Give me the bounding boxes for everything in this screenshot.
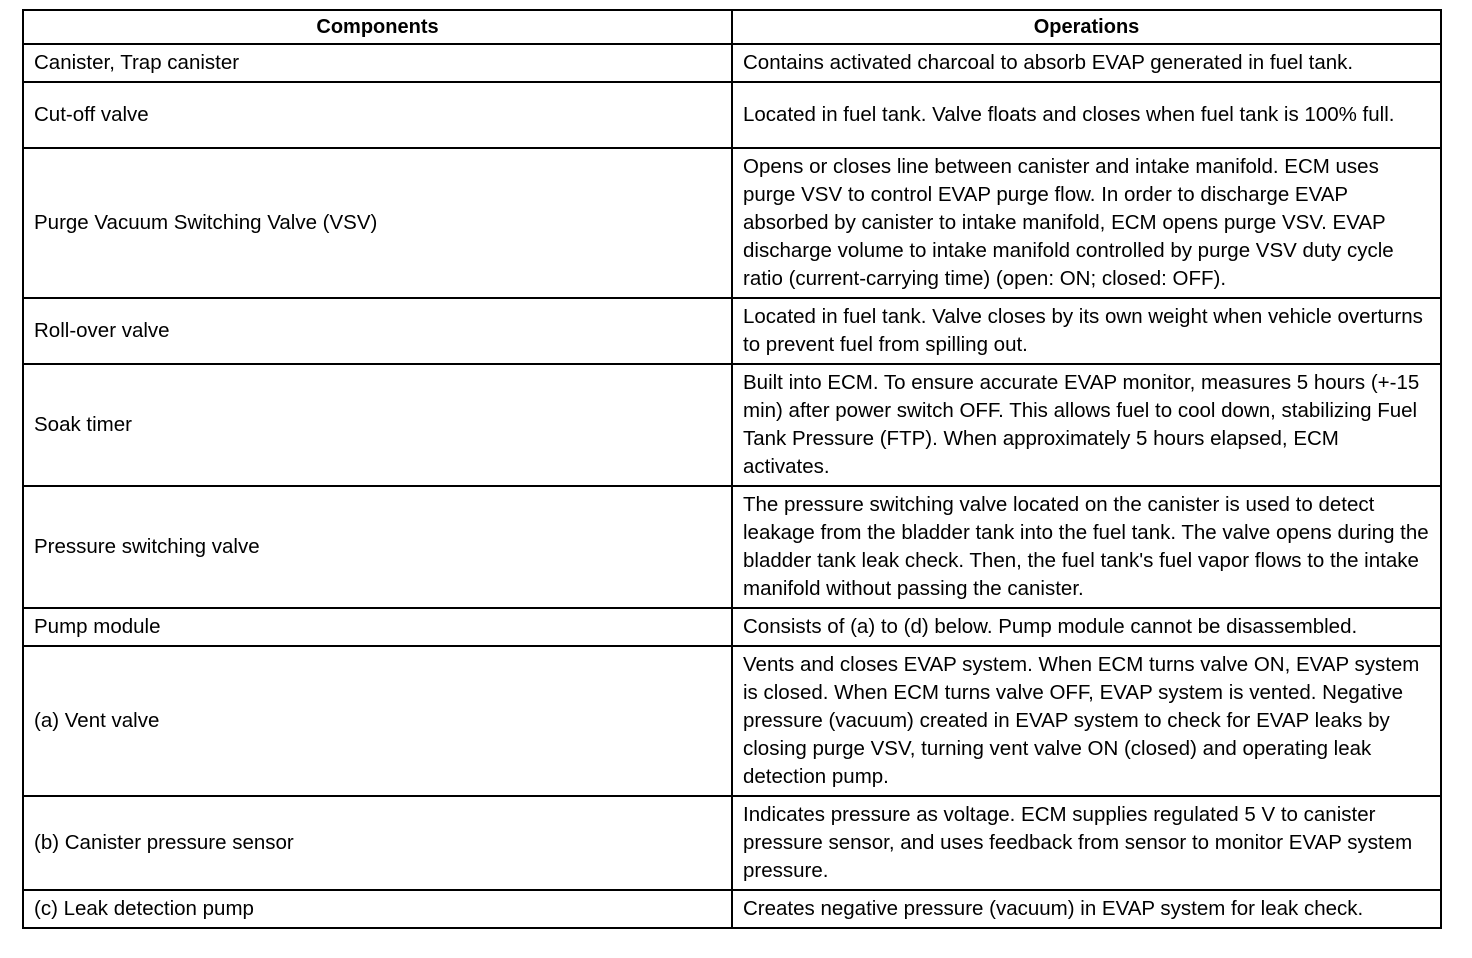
table-row	[23, 608, 1441, 646]
component-cell: (a) Vent valve	[23, 646, 732, 796]
components-operations-table	[22, 9, 1442, 929]
operation-cell: Consists of (a) to (d) below. Pump module cannot be disassembled.	[732, 608, 1441, 646]
table-header-row	[23, 10, 1441, 44]
table-row	[23, 890, 1441, 928]
component-cell: (b) Canister pressure sensor	[23, 796, 732, 890]
component-cell: Pressure switching valve	[23, 486, 732, 608]
table-row	[23, 486, 1441, 608]
operation-cell: Contains activated charcoal to absorb EVAP generated in fuel tank.	[732, 44, 1441, 82]
column-header-operations: Operations	[732, 10, 1441, 44]
component-cell: Purge Vacuum Switching Valve (VSV)	[23, 148, 732, 298]
table-row	[23, 796, 1441, 890]
component-cell: Canister, Trap canister	[23, 44, 732, 82]
table-row	[23, 646, 1441, 796]
operation-cell: Creates negative pressure (vacuum) in EVAP system for leak check.	[732, 890, 1441, 928]
table-row	[23, 298, 1441, 364]
table-row	[23, 82, 1441, 148]
component-cell: Roll-over valve	[23, 298, 732, 364]
operation-cell: Built into ECM. To ensure accurate EVAP monitor, measures 5 hours (+-15 min) after power switch OFF. This allows fuel to cool down, stabilizing Fuel Tank Pressure (FTP). When approximately 5 hours elapsed, ECM activates.	[732, 364, 1441, 486]
operation-cell: Located in fuel tank. Valve floats and closes when fuel tank is 100% full.	[732, 82, 1441, 148]
document-page	[22, 9, 1440, 929]
operation-cell: Located in fuel tank. Valve closes by its own weight when vehicle overturns to prevent fuel from spilling out.	[732, 298, 1441, 364]
table-row	[23, 364, 1441, 486]
operation-cell: The pressure switching valve located on the canister is used to detect leakage from the bladder tank into the fuel tank. The valve opens during the bladder tank leak check. Then, the fuel tank's fuel vapor flows to the intake manifold without passing the canister.	[732, 486, 1441, 608]
component-cell: Soak timer	[23, 364, 732, 486]
component-cell: (c) Leak detection pump	[23, 890, 732, 928]
operation-cell: Vents and closes EVAP system. When ECM turns valve ON, EVAP system is closed. When ECM turns valve OFF, EVAP system is vented. Negative pressure (vacuum) created in EVAP system to check for EVAP leaks by closing purge VSV, turning vent valve ON (closed) and operating leak detection pump.	[732, 646, 1441, 796]
table-row	[23, 148, 1441, 298]
table-row	[23, 44, 1441, 82]
component-cell: Cut-off valve	[23, 82, 732, 148]
operation-cell: Opens or closes line between canister and intake manifold. ECM uses purge VSV to control EVAP purge flow. In order to discharge EVAP absorbed by canister to intake manifold, ECM opens purge VSV. EVAP discharge volume to intake manifold controlled by purge VSV duty cycle ratio (current-carrying time) (open: ON; closed: OFF).	[732, 148, 1441, 298]
column-header-components: Components	[23, 10, 732, 44]
component-cell: Pump module	[23, 608, 732, 646]
operation-cell: Indicates pressure as voltage. ECM supplies regulated 5 V to canister pressure sensor, and uses feedback from sensor to monitor EVAP system pressure.	[732, 796, 1441, 890]
